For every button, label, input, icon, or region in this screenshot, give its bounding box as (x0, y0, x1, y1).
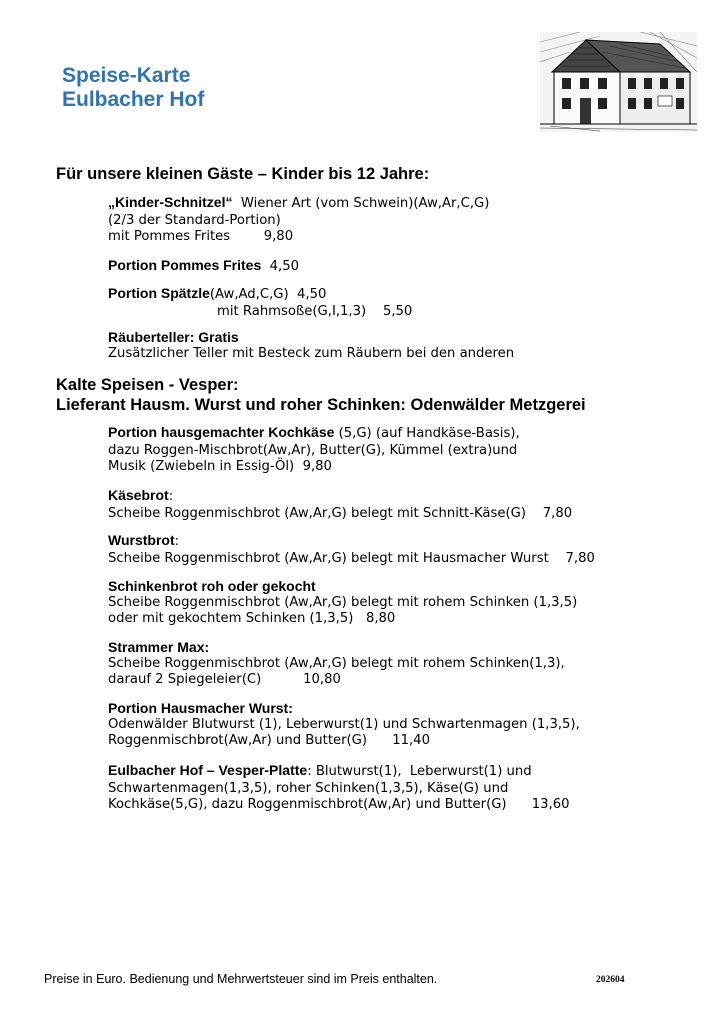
item-name: „Kinder-Schnitzel“ (108, 194, 233, 210)
item-name: Portion hausgemachter Kochkäse (108, 424, 335, 440)
item-description-line: Schwartenmagen(1,3,5), roher Schinken(1,3,5), Käse(G) und (108, 780, 509, 796)
document-code: 202604 (596, 975, 625, 985)
footer-note: Preise in Euro. Bedienung und Mehrwertsteuer sind im Preis enthalten. (44, 972, 438, 986)
item-description: Scheibe Roggenmischbrot (Aw,Ar,G) belegt mit Schnitt-Käse(G) (108, 505, 526, 521)
item-price: 9,80 (263, 229, 294, 244)
menu-item-kinder-schnitzel (108, 194, 708, 246)
item-price: 4,50 (269, 259, 300, 274)
item-price: 11,40 (392, 733, 430, 748)
item-name: Eulbacher Hof – Vesper-Platte (108, 762, 308, 778)
item-name-colon: : (174, 534, 180, 549)
item-name: Portion Hausmacher Wurst: (108, 700, 293, 716)
item-description-line: Roggenmischbrot(Aw,Ar) und Butter(G) (108, 733, 368, 748)
item-description: Zusätzlicher Teller mit Besteck zum Räubern bei den anderen (108, 345, 515, 361)
item-name: Strammer Max: (108, 639, 210, 655)
menu-item-spaetzle (108, 285, 708, 320)
item-price: 7,80 (542, 505, 573, 521)
cold-dishes-heading (56, 375, 586, 415)
inn-building-sketch-icon (540, 32, 697, 132)
title-line-2: Eulbacher Hof (62, 88, 205, 111)
item-price: 8,80 (365, 611, 396, 626)
item-price: 4,50 (297, 287, 327, 302)
item-description-line: dazu Roggen-Mischbrot(Aw,Ar), Butter(G), Kümmel (extra)und (108, 442, 518, 458)
item-description-line: oder mit gekochtem Schinken (1,3,5) (108, 611, 354, 626)
menu-item-pommes (108, 257, 708, 276)
item-price: 9,80 (302, 459, 332, 474)
kids-heading: Für unsere kleinen Gäste – Kinder bis 12 Jahre: (56, 165, 430, 183)
item-description-line: Scheibe Roggenmischbrot (Aw,Ar,G) belegt mit rohem Schinken (1,3,5) (108, 594, 578, 610)
page-title (62, 64, 204, 112)
menu-item-schinkenbrot (108, 578, 708, 628)
menu-item-wurstbrot (108, 532, 708, 567)
menu-item-vesper-platte (108, 762, 708, 814)
item-price: 5,50 (382, 303, 413, 319)
item-name-colon: : (168, 489, 174, 504)
item-name: Portion Pommes Frites (108, 257, 262, 273)
item-name: Käsebrot (108, 487, 169, 503)
item-description-line: Scheibe Roggenmischbrot (Aw,Ar,G) belegt mit rohem Schinken(1,3), (108, 655, 565, 671)
item-description-line: Kochkäse(5,G), dazu Roggenmischbrot(Aw,Ar) und Butter(G) (108, 797, 507, 812)
item-description-line: Odenwälder Blutwurst (1), Leberwurst(1) und Schwartenmagen (1,3,5), (108, 716, 580, 732)
item-price: 10,80 (303, 672, 341, 687)
item-description-line: mit Pommes Frites (108, 229, 231, 244)
menu-item-kaesebrot (108, 487, 708, 522)
item-description-line: (2/3 der Standard-Portion) (108, 212, 281, 228)
item-name: Schinkenbrot roh oder gekocht (108, 578, 316, 594)
item-name: Portion Spätzle (108, 285, 210, 301)
menu-item-strammer-max (108, 639, 708, 689)
item-price: 7,80 (565, 550, 595, 566)
cold-heading-line-2: Lieferant Hausm. Wurst und roher Schinken: Odenwälder Metzgerei (56, 396, 586, 414)
item-description: mit Rahmsoße(G,I,1,3) (217, 303, 367, 319)
item-description-line: Musik (Zwiebeln in Essig-Öl) (108, 459, 295, 474)
cold-heading-line-1: Kalte Speisen - Vesper: (56, 376, 239, 394)
item-description-line: darauf 2 Spiegeleier(C) (108, 672, 262, 687)
item-name: Räuberteller: Gratis (108, 329, 239, 345)
item-description: Wiener Art (vom Schwein)(Aw,Ar,C,G) (232, 196, 490, 211)
item-name: Wurstbrot (108, 532, 175, 548)
item-description: (Aw,Ad,C,G) (209, 287, 289, 302)
menu-item-kochkaese (108, 424, 708, 476)
item-description: : Blutwurst(1), Leberwurst(1) und (307, 764, 532, 779)
menu-item-raeuberteller (108, 329, 708, 362)
title-line-1: Speise-Karte (62, 64, 191, 87)
item-description: Scheibe Roggenmischbrot (Aw,Ar,G) belegt mit Hausmacher Wurst (108, 550, 549, 566)
menu-item-hausmacher-wurst (108, 700, 708, 750)
item-description: (5,G) (auf Handkäse-Basis), (334, 426, 520, 441)
item-price: 13,60 (531, 797, 570, 812)
